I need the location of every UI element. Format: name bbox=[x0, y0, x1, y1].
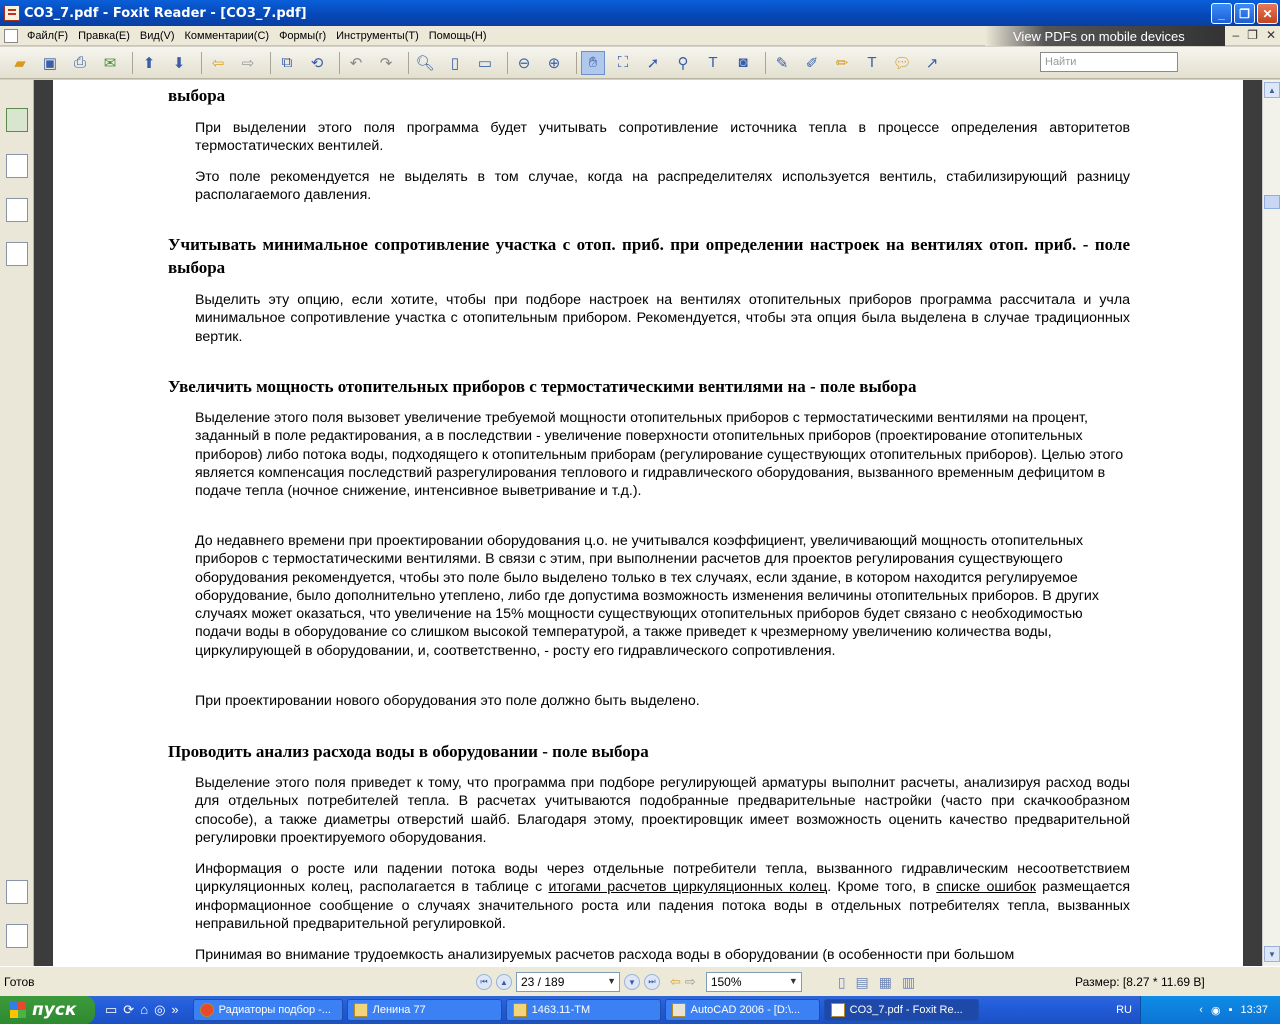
next-page-icon[interactable]: ⬇ bbox=[172, 54, 186, 72]
actual-size-icon[interactable]: ▯ bbox=[450, 54, 460, 72]
paragraph-4: Выделение этого поля вызовет увеличение требуемой мощности отопительных приборов с термостатическими вентилями на процент, заданный в поле редактирования, а в последствии - увеличение поверхности отопительных приборов (проектирование отопительных приборов) либо потока воды, подходящего к отопительным приборам (регулирование существующих отопительных приборов). Целью этого является компенсация последствий разрегулирования теплового и гидравлического оборудования, вызванного временным дефицитом в подаче тепла (ночное снижение, интенсивное выветривание и т.д.). bbox=[195, 410, 1124, 500]
quicklaunch-explorer-icon[interactable]: ▭ bbox=[105, 1002, 118, 1017]
task-radiators[interactable]: Радиаторы подбор -... bbox=[193, 999, 343, 1021]
attachments-panel-icon[interactable] bbox=[6, 924, 28, 948]
stamps-panel-icon[interactable] bbox=[6, 242, 28, 266]
zoom-in-icon[interactable]: ⊕ bbox=[547, 54, 561, 72]
redo-icon[interactable]: ↷ bbox=[379, 54, 393, 72]
foxit-icon bbox=[831, 1003, 845, 1017]
mobile-promo-banner[interactable]: View PDFs on mobile devices bbox=[985, 26, 1225, 46]
paragraph-7: Выделение этого поля приведет к тому, что программа при подборе регулирующей арматуры выполнит расчеты, анализируя расход воды для отдельных потребителей тепла. В расчетах учитываются подобранные предварительные настройки (часто при скачкообразном способе), а также диаметры отверстий шайб. Благодаря этому, проектировщик имеет возможность оценить качество предварительной регулировки проектируемого оборудования. bbox=[195, 775, 1130, 846]
tray-arrow-icon[interactable]: ‹ bbox=[1199, 1004, 1203, 1016]
title-bar bbox=[0, 0, 1280, 26]
undo-icon[interactable]: ↶ bbox=[349, 54, 363, 72]
open-icon[interactable]: ▰ bbox=[14, 54, 26, 72]
start-button[interactable]: пуск bbox=[0, 996, 95, 1024]
menu-view[interactable]: Вид(V) bbox=[139, 29, 175, 42]
last-page-icon[interactable]: ⏭ bbox=[644, 974, 660, 990]
document-icon[interactable] bbox=[4, 29, 18, 43]
chrome-icon bbox=[200, 1003, 214, 1017]
paragraph-8: Информация о росте или падении потока воды через отдельные потребители тепла, вызванного гидравлическим несоответствием циркуляционных колец, располагается в таблице с итогами расчетов циркуляционных колец. Кроме того, в списке ошибок размещается информационное сообщение о случаях значительного роста или падения потока воды в отдельных потребителях тепла, вызванных неправильной предварительной регулировкой. bbox=[195, 861, 1130, 932]
minimize-button[interactable]: _ bbox=[1211, 3, 1232, 24]
menu-tools[interactable]: Инструменты(T) bbox=[336, 29, 419, 42]
paragraph-1: При выделении этого поля программа будет учитывать сопротивление источника тепла в процессе определения авторитетов термостатических вентилей. bbox=[195, 120, 1130, 155]
first-page-icon[interactable]: ⏮ bbox=[476, 974, 492, 990]
rotate-icon[interactable]: ⟲ bbox=[310, 54, 324, 72]
facing-icon[interactable]: ▦ bbox=[878, 973, 892, 990]
prev-page-icon[interactable]: ⬆ bbox=[142, 54, 156, 72]
menu-forms[interactable]: Формы(r) bbox=[279, 29, 327, 42]
select-icon[interactable]: ➚ bbox=[646, 54, 660, 72]
status-bar bbox=[0, 966, 1280, 996]
menu-help[interactable]: Помощь(H) bbox=[428, 29, 487, 42]
cont-facing-icon[interactable]: ▥ bbox=[902, 973, 916, 990]
continuous-icon[interactable]: ▤ bbox=[855, 973, 869, 990]
scroll-down-icon[interactable]: ▼ bbox=[1264, 946, 1280, 962]
status-text: Готов bbox=[4, 975, 35, 989]
annotations-panel-icon[interactable] bbox=[6, 198, 28, 222]
pdf-page bbox=[53, 80, 1243, 966]
next-page-button[interactable]: ▼ bbox=[624, 974, 640, 990]
folder-icon bbox=[354, 1003, 368, 1017]
language-indicator[interactable]: RU bbox=[1116, 1004, 1132, 1016]
mdi-restore-button[interactable]: ❐ bbox=[1247, 28, 1258, 42]
back-icon[interactable]: ⇦ bbox=[211, 54, 225, 72]
maximize-button[interactable]: ❐ bbox=[1234, 3, 1255, 24]
task-lenina[interactable]: Ленина 77 bbox=[347, 999, 502, 1021]
heading-cont: выбора bbox=[168, 86, 226, 105]
pencil-icon[interactable]: ✏ bbox=[835, 54, 849, 72]
print-icon[interactable]: ⎙ bbox=[73, 54, 86, 71]
tray-skype-icon[interactable]: ◉ bbox=[1210, 1004, 1221, 1017]
clock: 13:37 bbox=[1240, 1004, 1268, 1016]
taskbar bbox=[0, 996, 1280, 1024]
window-title: CO3_7.pdf - Foxit Reader - [CO3_7.pdf] bbox=[24, 5, 307, 21]
fit-width-icon[interactable]: ▭ bbox=[477, 54, 493, 72]
typewriter-icon[interactable]: T bbox=[867, 54, 877, 71]
scroll-thumb[interactable] bbox=[1264, 195, 1280, 209]
close-button[interactable]: ✕ bbox=[1257, 3, 1278, 24]
heading-water-analysis: Проводить анализ расхода воды в оборудовании - поле выбора bbox=[168, 742, 649, 761]
paragraph-3: Выделить эту опцию, если хотите, чтобы при подборе настроек на вентилях отопительных приборов программа рассчитала и учла минимальное сопротивление участка с отопительным прибором. Рекомендуется, чтобы эта опция была выделена в случае традиционных вертик. bbox=[195, 292, 1130, 345]
menu-file[interactable]: Файл(F) bbox=[27, 29, 69, 42]
paragraph-2: Это поле рекомендуется не выделять в том случае, когда на распределителях используется вентиль, стабилизирующий разницу располагаемого давления. bbox=[195, 169, 1130, 204]
quicklaunch-house-icon[interactable]: ⌂ bbox=[140, 1002, 149, 1017]
windows-flag-icon bbox=[10, 1002, 26, 1018]
pdf-app-icon bbox=[4, 5, 20, 21]
email-icon[interactable]: ✉ bbox=[103, 54, 117, 72]
page-size-text: Размер: [8.27 * 11.69 B] bbox=[1075, 975, 1205, 989]
vertical-scrollbar[interactable] bbox=[1262, 80, 1280, 966]
quicklaunch-more-icon[interactable]: » bbox=[171, 1002, 179, 1017]
hand-tool-icon[interactable]: ✋︎ bbox=[581, 51, 605, 75]
single-page-icon[interactable]: ▯ bbox=[837, 973, 846, 990]
system-tray bbox=[1140, 996, 1280, 1024]
scroll-up-icon[interactable]: ▲ bbox=[1264, 82, 1280, 98]
quicklaunch-refresh-icon[interactable]: ⟳ bbox=[123, 1002, 135, 1017]
menu-comments[interactable]: Комментарии(C) bbox=[184, 29, 270, 42]
menu-edit[interactable]: Правка(E) bbox=[78, 29, 130, 42]
autocad-icon bbox=[672, 1003, 686, 1017]
note-icon[interactable]: ✎ bbox=[775, 54, 789, 72]
prev-page-button[interactable]: ▲ bbox=[496, 974, 512, 990]
arrow-icon[interactable]: ↗ bbox=[925, 54, 939, 72]
paragraph-6: При проектировании нового оборудования это поле должно быть выделено. bbox=[195, 693, 700, 709]
back-view-icon[interactable]: ⇦ bbox=[670, 974, 681, 989]
mdi-close-button[interactable]: ✕ bbox=[1265, 28, 1276, 42]
heading-increase-power: Увеличить мощность отопительных приборов с термостатическими вентилями на - поле выбора bbox=[168, 377, 917, 396]
link-ring-results[interactable]: итогами расчетов циркуляционных колец bbox=[548, 879, 828, 896]
comments-panel-icon[interactable] bbox=[6, 880, 28, 904]
comment-icon[interactable]: 💬︎ bbox=[892, 54, 912, 72]
page-number-field[interactable]: 23 / 189 ▼ bbox=[516, 972, 620, 992]
search-input[interactable]: Найти bbox=[1040, 52, 1178, 72]
camera-icon[interactable]: ◙ bbox=[738, 54, 748, 71]
quicklaunch-app-icon[interactable]: ◎ bbox=[154, 1002, 166, 1017]
zoom-select[interactable]: 150% ▼ bbox=[706, 972, 802, 992]
link-error-list[interactable]: списке ошибок bbox=[936, 879, 1036, 896]
fit-page-icon[interactable]: ⧉ bbox=[281, 54, 293, 71]
find-icon[interactable]: ⚲ bbox=[677, 54, 689, 72]
zoom-out-icon[interactable]: ⊖ bbox=[517, 54, 531, 72]
save-icon[interactable]: ▣ bbox=[42, 54, 58, 72]
highlight-icon[interactable]: ✐ bbox=[805, 54, 819, 72]
text-tool-icon[interactable]: T bbox=[708, 54, 718, 71]
layers-panel-icon[interactable] bbox=[6, 154, 28, 178]
snapshot-icon[interactable]: ⛶ bbox=[617, 54, 629, 71]
paragraph-5: До недавнего времени при проектировании оборудования ц.о. не учитывался коэффициент, увеличивающий мощность отопительных приборов с термостатическими вентилями. В связи с этим, при выполнении расчетов для проектов регулирования существующего оборудования рекомендуется, чтобы это поле было выделено только в тех случаях, если здание, в котором находится регулируемое оборудование, было дополнительно утеплено, либо где допустима возможность изменения величины отопительных приборов. В других случаях может оказаться, что увеличение на 15% мощности существующих отопительных приборов будет связано с необходимостью подачи воды в оборудование со слишком высокой температурой, а также приведет к чрезмерному увеличению количества воды, циркулирующей в оборудовании, и, соответственно, - росту его гидравлического сопротивления. bbox=[195, 533, 1099, 659]
mdi-minimize-button[interactable]: – bbox=[1232, 28, 1240, 42]
task-1463[interactable]: 1463.11-ТМ bbox=[506, 999, 661, 1021]
forward-icon[interactable]: ⇨ bbox=[241, 54, 255, 72]
paragraph-9: Принимая во внимание трудоемкость анализируемых расчетов расхода воды в оборудовании (в особенности при большом bbox=[195, 947, 1015, 963]
task-foxit[interactable]: CO3_7.pdf - Foxit Re... bbox=[824, 999, 979, 1021]
folder-icon-2 bbox=[513, 1003, 527, 1017]
tray-network-icon[interactable]: ▪ bbox=[1228, 1004, 1233, 1016]
pages-panel-icon[interactable] bbox=[6, 108, 28, 132]
task-autocad[interactable]: AutoCAD 2006 - [D:\... bbox=[665, 999, 820, 1021]
side-panel bbox=[0, 80, 34, 966]
heading-min-resistance: Учитывать минимальное сопротивление участка с отоп. приб. при определении настроек на вентилях отоп. приб. - поле выбора bbox=[168, 235, 1130, 277]
zoom-icon[interactable]: 🔍︎ bbox=[415, 54, 435, 72]
forward-view-icon[interactable]: ⇨ bbox=[684, 974, 696, 989]
